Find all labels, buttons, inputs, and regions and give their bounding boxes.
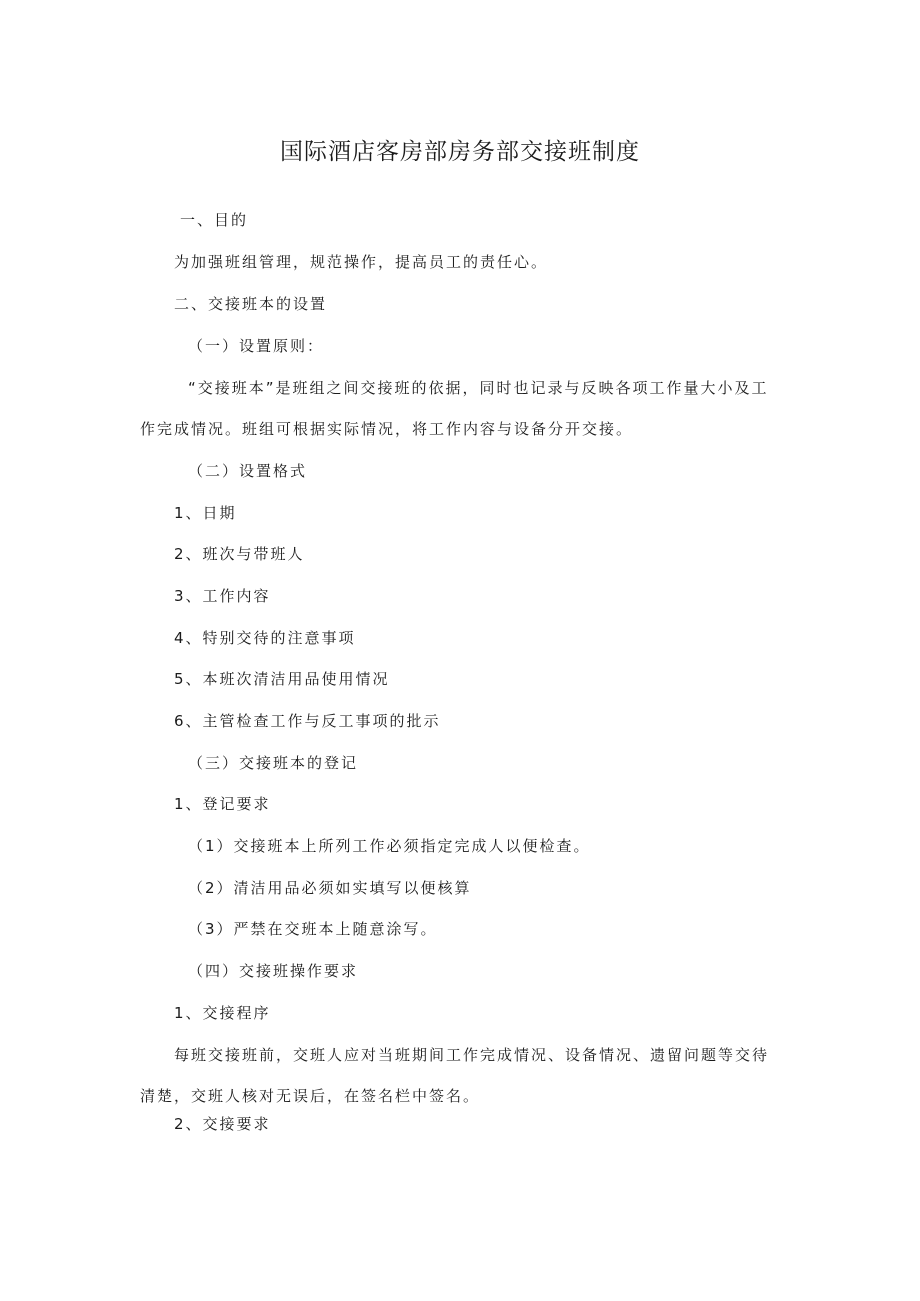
list-item-special-notes: 4、特别交待的注意事项 — [174, 629, 356, 647]
paragraph-purpose: 为加强班组管理，规范操作，提高员工的责任心。 — [174, 253, 549, 271]
paragraph-procedure-line-2: 清楚，交班人核对无误后，在签名栏中签名。 — [140, 1087, 481, 1105]
list-item-handover-procedure: 1、交接程序 — [174, 1004, 271, 1022]
subsection-heading-registration: （三）交接班本的登记 — [188, 754, 359, 772]
subsection-heading-operation: （四）交接班操作要求 — [188, 962, 359, 980]
list-item-shift: 2、班次与带班人 — [174, 545, 305, 563]
list-item-supervisor-review: 6、主管检查工作与反工事项的批示 — [174, 712, 441, 730]
section-heading-setup: 二、交接班本的设置 — [174, 295, 328, 313]
list-item-registration-requirements: 1、登记要求 — [174, 795, 271, 813]
requirement-item-3: （3）严禁在交班本上随意涂写。 — [188, 920, 438, 938]
subsection-heading-format: （二）设置格式 — [188, 462, 308, 480]
section-heading-purpose: 一、目的 — [180, 211, 249, 229]
requirement-item-1: （1）交接班本上所列工作必须指定完成人以便检查。 — [188, 837, 591, 855]
paragraph-principle-line-1: “交接班本”是班组之间交接班的依据，同时也记录与反映各项工作量大小及工 — [188, 379, 769, 397]
paragraph-principle-line-2: 作完成情况。班组可根据实际情况，将工作内容与设备分开交接。 — [140, 420, 634, 438]
paragraph-procedure-line-1: 每班交接班前，交班人应对当班期间工作完成情况、设备情况、遗留问题等交待 — [174, 1046, 770, 1064]
list-item-cleaning-supplies: 5、本班次清洁用品使用情况 — [174, 670, 390, 688]
list-item-date: 1、日期 — [174, 504, 237, 522]
document-title: 国际酒店客房部房务部交接班制度 — [280, 139, 640, 165]
subsection-heading-principle: （一）设置原则： — [188, 337, 325, 355]
requirement-item-2: （2）清洁用品必须如实填写以便核算 — [188, 879, 472, 897]
list-item-work-content: 3、工作内容 — [174, 587, 271, 605]
list-item-handover-requirements: 2、交接要求 — [174, 1115, 271, 1133]
